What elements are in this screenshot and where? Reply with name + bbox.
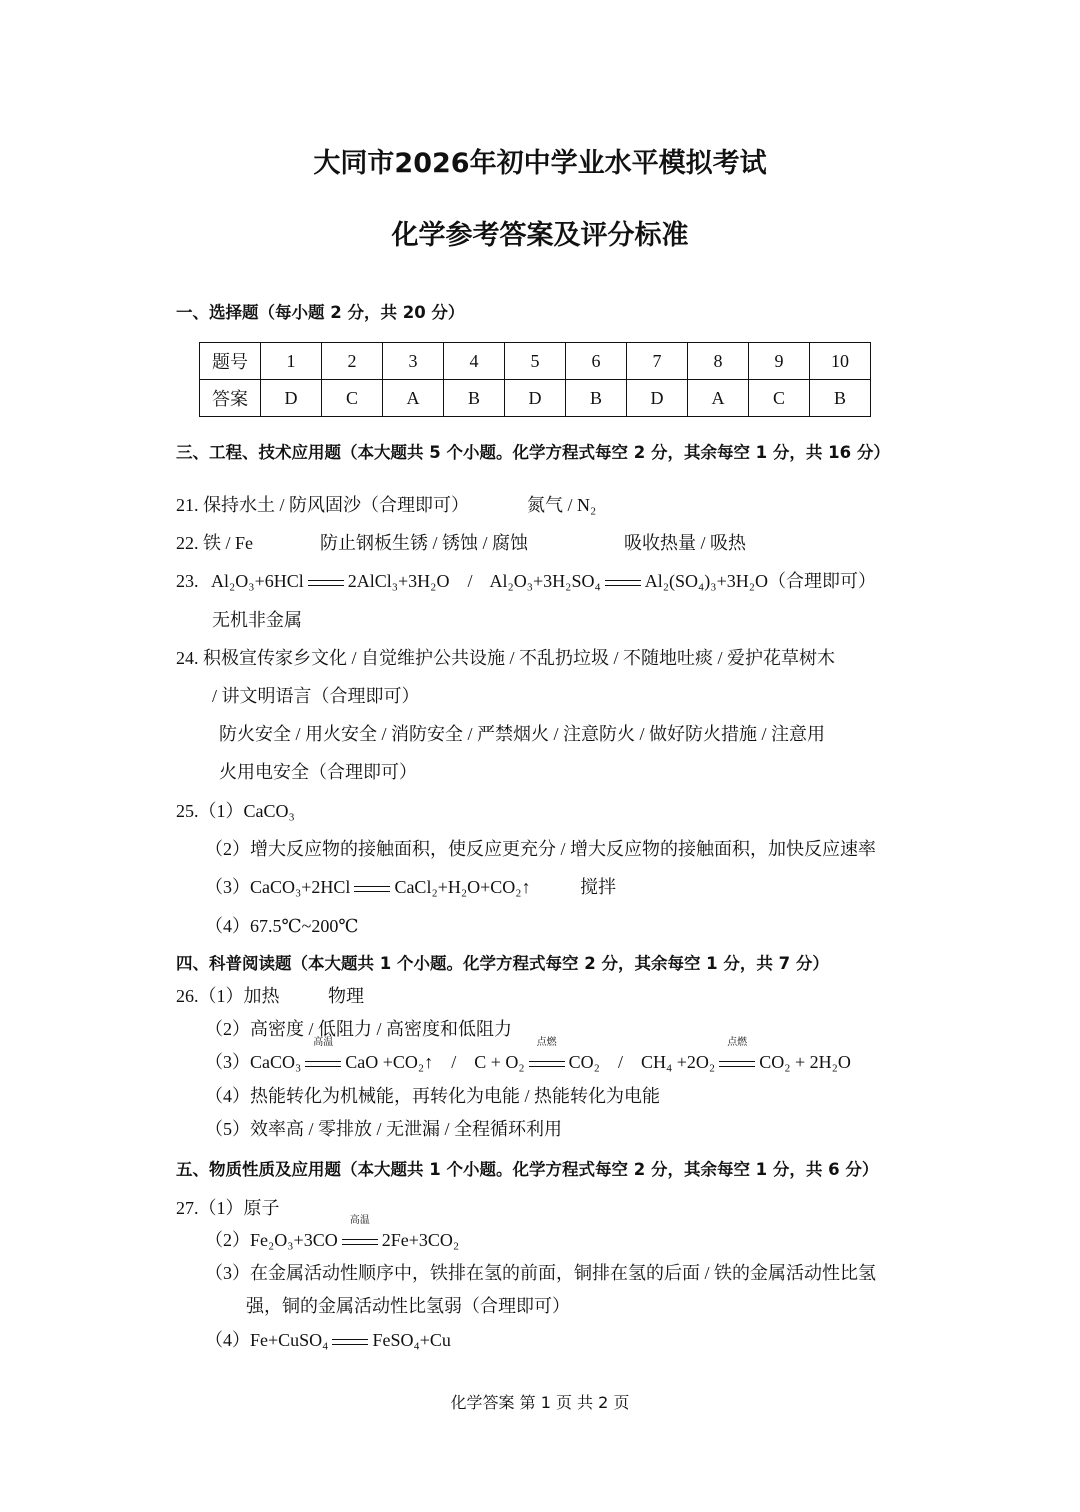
row-label: 答案: [200, 380, 261, 417]
q26-eq2-right: CO₂: [568, 1052, 600, 1072]
q27-eq-left: （2）Fe₂O₃+3CO: [205, 1230, 338, 1250]
answer-cell: D: [261, 380, 322, 417]
q26-eq1-left: （3）CaCO₃: [205, 1052, 302, 1072]
question-number-cell: 6: [566, 343, 627, 380]
equals-with-condition: [719, 1037, 755, 1074]
q26-part1-b: 物理: [328, 986, 364, 1006]
q24-line3: 防火安全 / 用火安全 / 消防安全 / 严禁烟火 / 注意防火 / 做好防火措施 / 注意用: [219, 724, 826, 744]
q23-eq1-left: Al₂O₃+6HCl: [211, 571, 304, 591]
q25-eq-right: CaCl₂+H₂O+CO₂↑: [394, 877, 531, 897]
condition-label: 高温: [349, 1215, 370, 1226]
section-5-heading: 五、物质性质及应用题（本大题共 1 个小题。化学方程式每空 2 分，其余每空 1 分，共 6 分）: [176, 1160, 879, 1179]
q26-eq2-left: C + O₂: [474, 1052, 525, 1072]
separator: /: [451, 1052, 457, 1072]
question-number-cell: 8: [688, 343, 749, 380]
section-1-heading: 一、选择题（每小题 2 分，共 20 分）: [176, 303, 465, 322]
q26-eq1-right: CaO +CO₂↑: [345, 1052, 434, 1072]
q27-eq-right: 2Fe+3CO₂: [381, 1230, 460, 1250]
page-footer: 化学答案 第 1 页 共 2 页: [450, 1393, 630, 1412]
table-row-answers: [200, 380, 871, 417]
q24-line2: / 讲文明语言（合理即可）: [212, 686, 420, 706]
q26-part1-a: 26.（1）加热: [176, 986, 280, 1006]
question-number-cell: 4: [444, 343, 505, 380]
q27-part1: 27.（1）原子: [176, 1198, 280, 1218]
q22-answer-b: 防止钢板生锈 / 锈蚀 / 腐蚀: [320, 533, 529, 553]
equals-with-condition: [305, 1037, 341, 1074]
q26-part2: （2）高密度 / 低阻力 / 高密度和低阻力: [205, 1019, 513, 1039]
q25-part1: 25.（1）CaCO₃: [176, 801, 295, 821]
answer-cell: B: [566, 380, 627, 417]
document-subtitle: 化学参考答案及评分标准: [391, 220, 689, 251]
q21-answer-a: 21. 保持水土 / 防风固沙（合理即可）: [176, 495, 469, 515]
condition-label: 点燃: [727, 1037, 748, 1048]
condition-label: 高温: [313, 1037, 334, 1048]
q24-line1: 24. 积极宣传家乡文化 / 自觉维护公共设施 / 不乱扔垃圾 / 不随地吐痰 / 爱护花草树木: [176, 648, 836, 668]
q23-equations: [176, 569, 876, 593]
q27-part3-line1: （3）在金属活动性顺序中，铁排在氢的前面，铜排在氢的后面 / 铁的金属活动性比氢: [205, 1263, 876, 1283]
condition-label: 点燃: [536, 1037, 557, 1048]
equals-sign: [605, 569, 641, 593]
question-number-cell: 1: [261, 343, 322, 380]
q25-part3-b: 搅拌: [580, 877, 616, 897]
q23-eq2-right: Al₂(SO₄)₃+3H₂O（合理即可）: [644, 571, 876, 591]
question-number-cell: 5: [505, 343, 566, 380]
q25-eq-left: （3）CaCO₃+2HCl: [205, 877, 351, 897]
q23-number: 23.: [176, 571, 199, 591]
q25-part3: [205, 875, 531, 899]
answer-cell: B: [810, 380, 871, 417]
q25-part4: （4）67.5℃~200℃: [205, 916, 359, 936]
answer-cell: C: [749, 380, 810, 417]
q23-eq2-left: Al₂O₃+3H₂SO₄: [489, 571, 601, 591]
row-label: 题号: [200, 343, 261, 380]
separator: /: [617, 1052, 623, 1072]
q22-answer-c: 吸收热量 / 吸热: [624, 533, 747, 553]
section-4-heading: 四、科普阅读题（本大题共 1 个小题。化学方程式每空 2 分，其余每空 1 分，共 7 分）: [176, 954, 829, 973]
answer-cell: A: [688, 380, 749, 417]
q27-part3-line2: 强，铜的金属活动性比氢弱（合理即可）: [246, 1296, 570, 1316]
answer-cell: D: [505, 380, 566, 417]
q22-answer-a: 22. 铁 / Fe: [176, 533, 254, 553]
q23-eq1-right: 2AlCl₃+3H₂O: [347, 571, 450, 591]
q26-eq3-left: CH₄ +2O₂: [640, 1052, 716, 1072]
equals-sign: [354, 875, 390, 899]
q27-part2: [205, 1215, 460, 1252]
separator: /: [467, 571, 473, 591]
answer-cell: B: [444, 380, 505, 417]
answer-cell: D: [627, 380, 688, 417]
section-3-heading: 三、工程、技术应用题（本大题共 5 个小题。化学方程式每空 2 分，其余每空 1 分，共 16 分）: [176, 443, 890, 462]
table-row-numbers: [200, 343, 871, 380]
answer-table: [199, 342, 871, 417]
q23-line2: 无机非金属: [212, 610, 302, 630]
question-number-cell: 7: [627, 343, 688, 380]
question-number-cell: 10: [810, 343, 871, 380]
q21-answer-b: 氮气 / N₂: [527, 495, 597, 515]
q27-eq4-left: （4）Fe+CuSO₄: [205, 1330, 329, 1350]
equals-with-condition: [342, 1215, 378, 1252]
q27-part4: [205, 1328, 451, 1352]
q27-eq4-right: FeSO₄+Cu: [372, 1330, 451, 1350]
q26-eq3-right: CO₂ + 2H₂O: [759, 1052, 851, 1072]
q25-part2: （2）增大反应物的接触面积，使反应更充分 / 增大反应物的接触面积，加快反应速率: [205, 839, 876, 859]
q26-part3: [205, 1037, 851, 1074]
document-title: 大同市2026年初中学业水平模拟考试: [313, 148, 767, 179]
equals-sign: [332, 1328, 368, 1352]
q26-part4: （4）热能转化为机械能，再转化为电能 / 热能转化为电能: [205, 1086, 660, 1106]
question-number-cell: 2: [322, 343, 383, 380]
q24-line4: 火用电安全（合理即可）: [219, 762, 417, 782]
answer-cell: A: [383, 380, 444, 417]
answer-cell: C: [322, 380, 383, 417]
q26-part5: （5）效率高 / 零排放 / 无泄漏 / 全程循环利用: [205, 1119, 563, 1139]
equals-with-condition: [529, 1037, 565, 1074]
question-number-cell: 9: [749, 343, 810, 380]
question-number-cell: 3: [383, 343, 444, 380]
equals-sign: [308, 569, 344, 593]
